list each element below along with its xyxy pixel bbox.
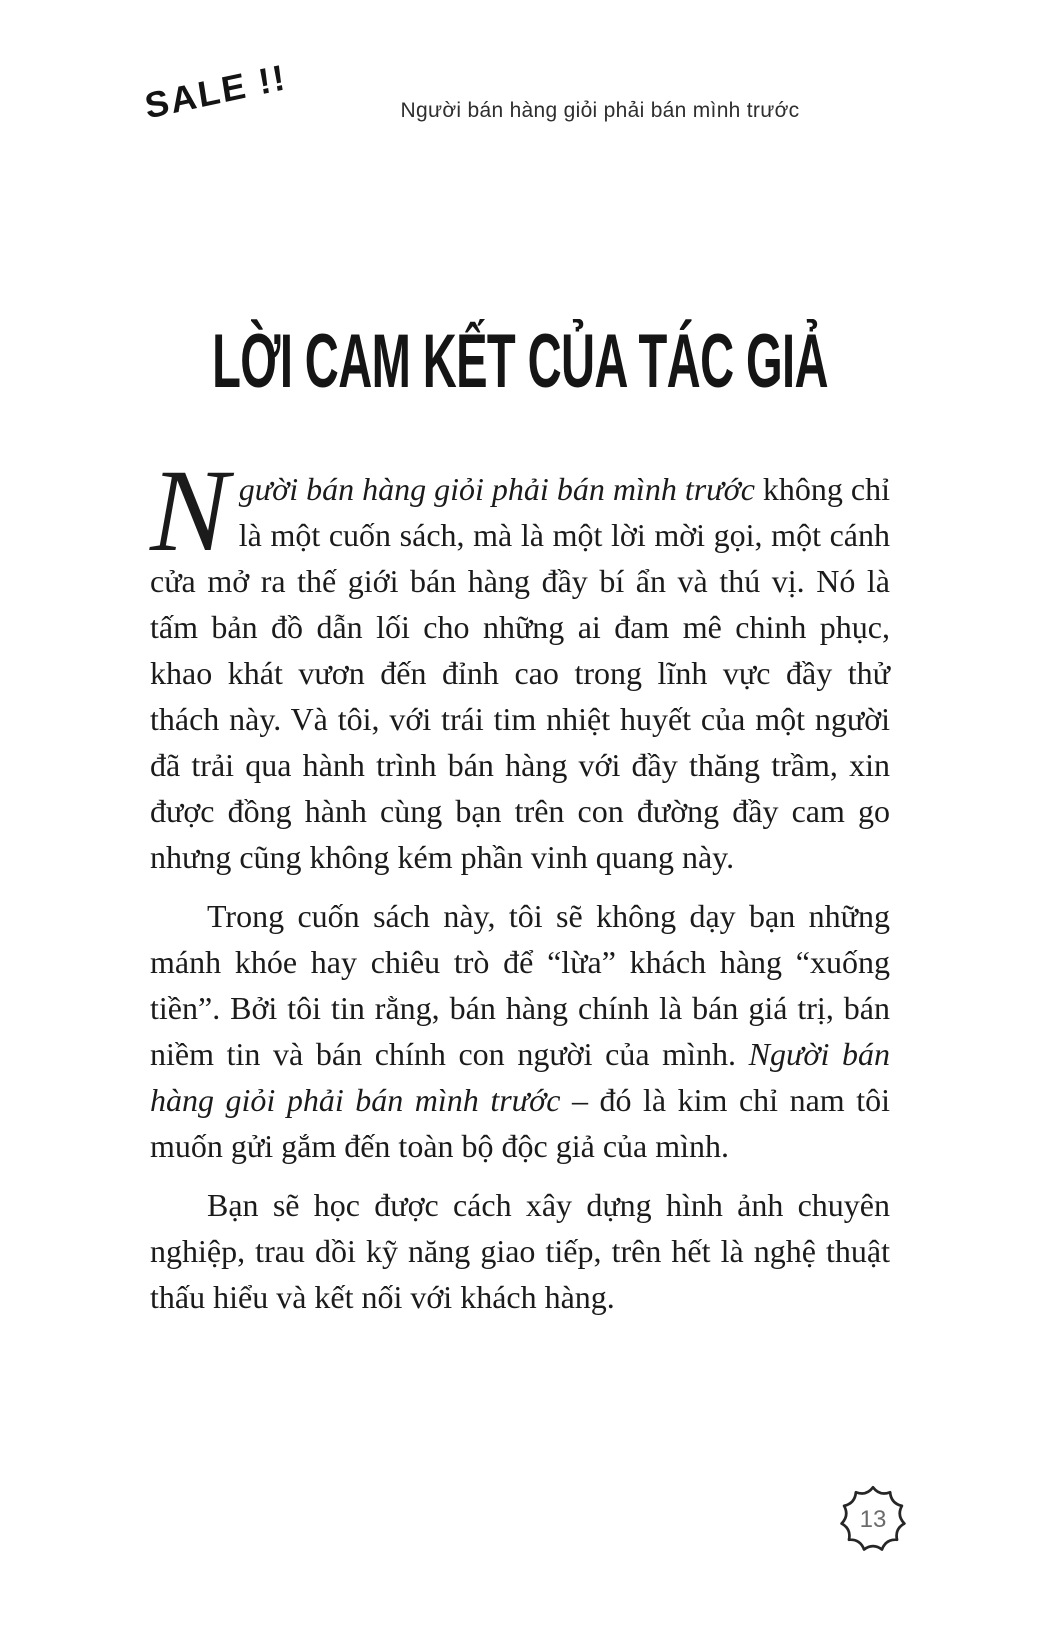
body-text-block xyxy=(150,445,891,1333)
paragraph-2-text-a: Trong cuốn sách này, tôi sẽ không dạy bạn những mánh khóe hay chiêu trò để “lừa” khách hàng “xuống tiền”. Bởi tôi tin rằng, bán hàng chính là bán giá trị, bán niềm tin và bán chính con người của mình. xyxy=(150,898,890,1072)
page-number: 13 xyxy=(859,1506,887,1533)
paragraph-2 xyxy=(150,893,890,1169)
paragraph-1-text: không chỉ là một cuốn sách, mà là một lời mời gọi, một cánh cửa mở ra thế giới bán hàng đầy bí ẩn và thú vị. Nó là tấm bản đồ dẫn lối cho những ai đam mê chinh phục, khao khát vươn đến đỉnh cao trong lĩnh vực đầy thử thách này. Và tôi, với trái tim nhiệt huyết của một người đã trải qua hành trình bán hàng với đầy thăng trầm, xin được đồng hành cùng bạn trên con đường đầy cam go nhưng cũng không kém phần vinh quang này. xyxy=(150,471,891,875)
running-header-title: Người bán hàng giỏi phải bán mình trước xyxy=(400,99,800,122)
paragraph-3-text: Bạn sẽ học được cách xây dựng hình ảnh chuyên nghiệp, trau dồi kỹ năng giao tiếp, trên hết là nghệ thuật thấu hiểu và kết nối với khách hàng. xyxy=(150,1187,890,1315)
paragraph-1 xyxy=(150,445,891,880)
paragraph-2-text-b: – đó là kim chỉ nam tôi muốn gửi gắm đến toàn bộ độc giả của mình. xyxy=(150,1082,891,1164)
drop-cap: N xyxy=(150,445,229,576)
paragraph-1-italic-lead: gười bán hàng giỏi phải bán mình trước xyxy=(238,471,755,507)
sale-logo: SALE !! xyxy=(142,56,290,127)
chapter-title: LỜI CAM KẾT CỦA TÁC GIẢ xyxy=(212,319,828,404)
page-number-badge xyxy=(839,1485,907,1553)
paragraph-2-italic-book-title: Người bán hàng giỏi phải bán mình trước xyxy=(150,1036,891,1118)
paragraph-3 xyxy=(150,1182,890,1320)
